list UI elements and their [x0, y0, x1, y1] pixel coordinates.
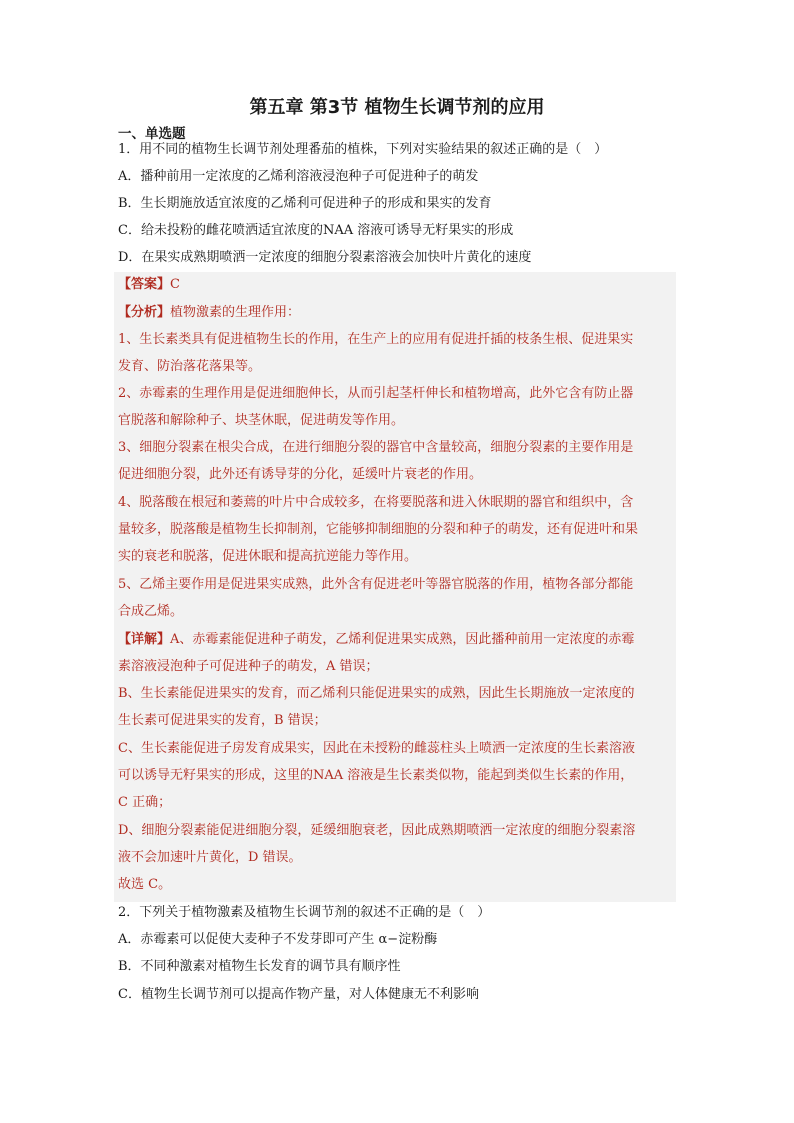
detail-line: 素溶液浸泡种子可促进种子的萌发，A 错误；	[118, 659, 379, 674]
question-2-option-c: C．植物生长调节剂可以提高作物产量，对人体健康无不利影响	[118, 987, 479, 1002]
analysis-line: 促进细胞分裂，此外还有诱导芽的分化，延缓叶片衰老的作用。	[118, 467, 483, 482]
answer-line	[118, 276, 180, 294]
question-1-option-a: A．播种前用一定浓度的乙烯利溶液浸泡种子可促进种子的萌发	[118, 169, 479, 184]
detail-tag: 【详解】	[118, 632, 171, 647]
analysis-line: 官脱落和解除种子、块茎休眠，促进萌发等作用。	[118, 413, 405, 428]
detail-line: C、生长素能促进子房发育成果实，因此在未授粉的雌蕊柱头上喷洒一定浓度的生长素溶液	[118, 741, 635, 756]
answer-tag: 【答案】	[118, 277, 171, 292]
analysis-line: 1、生长素类具有促进植物生长的作用，在生产上的应用有促进扦插的枝条生根、促进果实	[118, 332, 634, 347]
analysis-line	[118, 304, 300, 322]
question-2-stem: 2．下列关于植物激素及植物生长调节剂的叙述不正确的是（ ）	[118, 905, 491, 920]
detail-line: B、生长素能促进果实的发育，而乙烯利只能促进果实的成熟，因此生长期施放一定浓度的	[118, 686, 635, 701]
analysis-line: 量较多，脱落酸是植物生长抑制剂，它能够抑制细胞的分裂和种子的萌发，还有促进叶和果	[118, 522, 639, 537]
question-2-option-b: B．不同种激素对植物生长发育的调节具有顺序性	[118, 959, 401, 974]
question-1-option-b: B．生长期施放适宜浓度的乙烯利可促进种子的形成和果实的发育	[118, 196, 492, 211]
detail-line: 生长素可促进果实的发育，B 错误；	[118, 713, 327, 728]
analysis-line: 发育、防治落花落果等。	[118, 359, 262, 374]
answer-value: C	[170, 277, 180, 292]
analysis-line: 5、乙烯主要作用是促进果实成熟，此外含有促进老叶等器官脱落的作用，植物各部分都能	[118, 577, 634, 592]
detail-text: A、赤霉素能促进种子萌发，乙烯利促进果实成熟，因此播种前用一定浓度的赤霉	[170, 632, 635, 647]
detail-line: 液不会加速叶片黄化，D 错误。	[118, 850, 302, 865]
detail-line	[118, 631, 634, 649]
analysis-line: 3、细胞分裂素在根尖合成，在进行细胞分裂的器官中含量较高，细胞分裂素的主要作用是	[118, 440, 634, 455]
section-heading: 一、单选题	[118, 126, 186, 142]
analysis-text: 植物激素的生理作用：	[170, 305, 301, 320]
analysis-line: 4、脱落酸在根冠和萎蔫的叶片中合成较多，在将要脱落和进入休眠期的器官和组织中，含	[118, 495, 634, 510]
analysis-line: 合成乙烯。	[118, 604, 184, 619]
detail-line: 故选 C。	[118, 877, 172, 892]
analysis-tag: 【分析】	[118, 305, 171, 320]
question-2-option-a: A．赤霉素可以促使大麦种子不发芽即可产生 α−淀粉酶	[118, 932, 438, 947]
question-1-stem: 1．用不同的植物生长调节剂处理番茄的植株，下列对实验结果的叙述正确的是（ ）	[118, 142, 608, 157]
analysis-line: 2、赤霉素的生理作用是促进细胞伸长，从而引起茎杆伸长和植物增高，此外它含有防止器	[118, 386, 634, 401]
detail-line: C 正确；	[118, 795, 172, 810]
question-1-option-c: C．给未投粉的雌花喷洒适宜浓度的NAA 溶液可诱导无籽果实的形成	[118, 223, 514, 238]
detail-line: D、细胞分裂素能促进细胞分裂，延缓细胞衰老，因此成熟期喷洒一定浓度的细胞分裂素溶	[118, 823, 636, 838]
page-title: 第五章 第3节 植物生长调节剂的应用	[249, 97, 545, 118]
analysis-line: 实的衰老和脱落，促进休眠和提高抗逆能力等作用。	[118, 549, 418, 564]
question-1-option-d: D．在果实成熟期喷洒一定浓度的细胞分裂素溶液会加快叶片黄化的速度	[118, 250, 532, 265]
detail-line: 可以诱导无籽果实的形成，这里的NAA 溶液是生长素类似物，能起到类似生长素的作用，	[118, 768, 634, 783]
